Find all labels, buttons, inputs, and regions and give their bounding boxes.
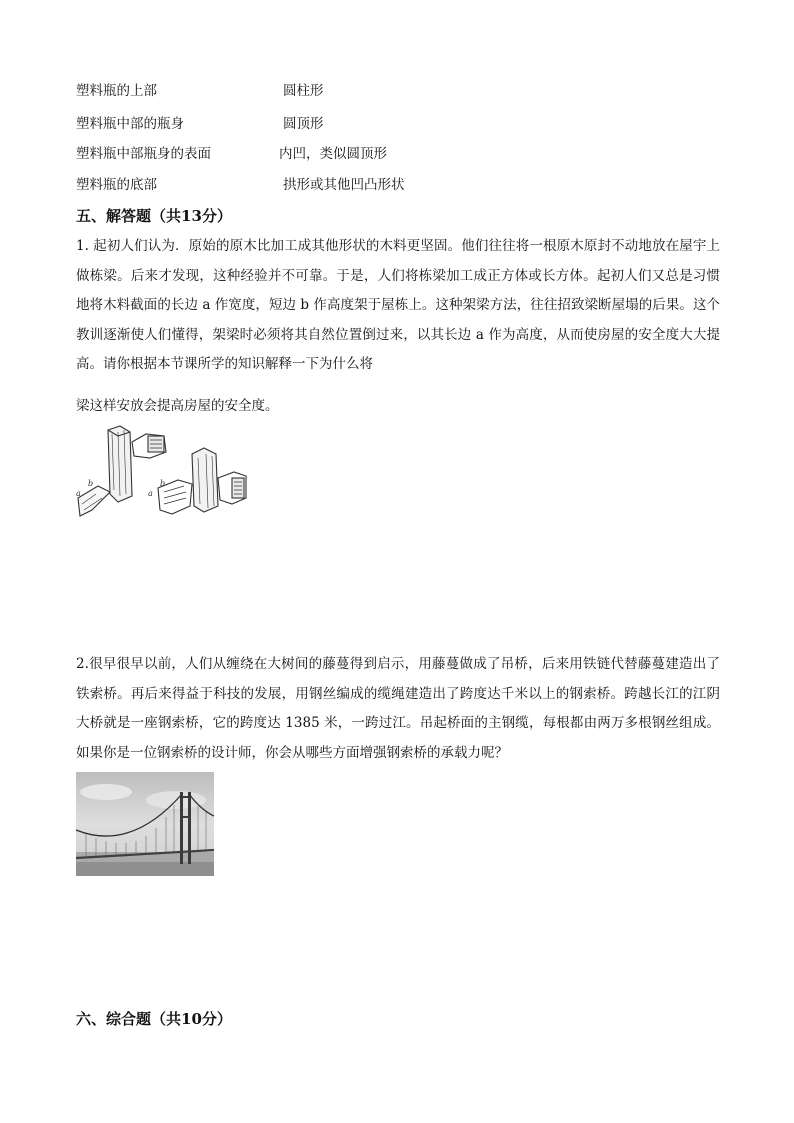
beam-orientation-figure <box>74 418 250 520</box>
matching-left-text: 塑料瓶的上部 <box>76 83 157 99</box>
suspension-bridge-photo <box>76 772 214 876</box>
matching-left-text: 塑料瓶中部的瓶身 <box>76 116 184 132</box>
matching-left-text: 塑料瓶中部瓶身的表面 <box>76 146 211 162</box>
figure-label: a <box>76 489 81 498</box>
figure-label: a <box>148 489 153 498</box>
section-heading: 五、解答题（共13分） <box>76 207 232 225</box>
section-heading: 六、综合题（共10分） <box>76 1010 232 1028</box>
matching-right-text: 拱形或其他凹凸形状 <box>283 177 405 193</box>
question-2-text: 2.很早很早以前，人们从缠绕在大树间的藤蔓得到启示，用藤蔓做成了吊桥，后来用铁链代替藤蔓建造出了铁索桥。再后来得益于科技的发展，用钢丝编成的缆绳建造出了跨度达千米以上的钢索桥。跨越长江的江阴大桥就是一座钢索桥，它的跨度达 1385 米，一跨过江。吊起桥面的主钢缆，每根都由两万多根钢丝组成。如果你是一位钢索桥的设计师，你会从哪些方面增强钢索桥的承载力呢？ <box>76 656 720 761</box>
matching-right-text: 圆顶形 <box>283 116 324 132</box>
matching-right-text: 圆柱形 <box>283 83 324 99</box>
matching-right-text: 内凹，类似圆顶形 <box>279 146 387 162</box>
question-1-text-last: 梁这样安放会提高房屋的安全度。 <box>76 398 279 414</box>
question-1-text: 1. 起初人们认为．原始的原木比加工成其他形状的木料更坚固。他们往往将一根原木原封不动地放在屋宇上做栋梁。后来才发现，这种经验并不可靠。于是，人们将栋梁加工成正方体或长方体。起初人们又总是习惯地将木料截面的长边 a 作宽度，短边 b 作高度架于屋栋上。这种架梁方法，往往招致梁断屋塌的后果。这个教训逐渐使人们懂得，架梁时必须将其自然位置倒过来，以其长边 a 作为高度，从而使房屋的安全度大大提高。请你根据本节课所学的知识解释一下为什么将 <box>76 238 720 373</box>
matching-left-text: 塑料瓶的底部 <box>76 177 157 193</box>
figure-label: b <box>88 479 94 488</box>
figure-label: b <box>160 479 166 488</box>
